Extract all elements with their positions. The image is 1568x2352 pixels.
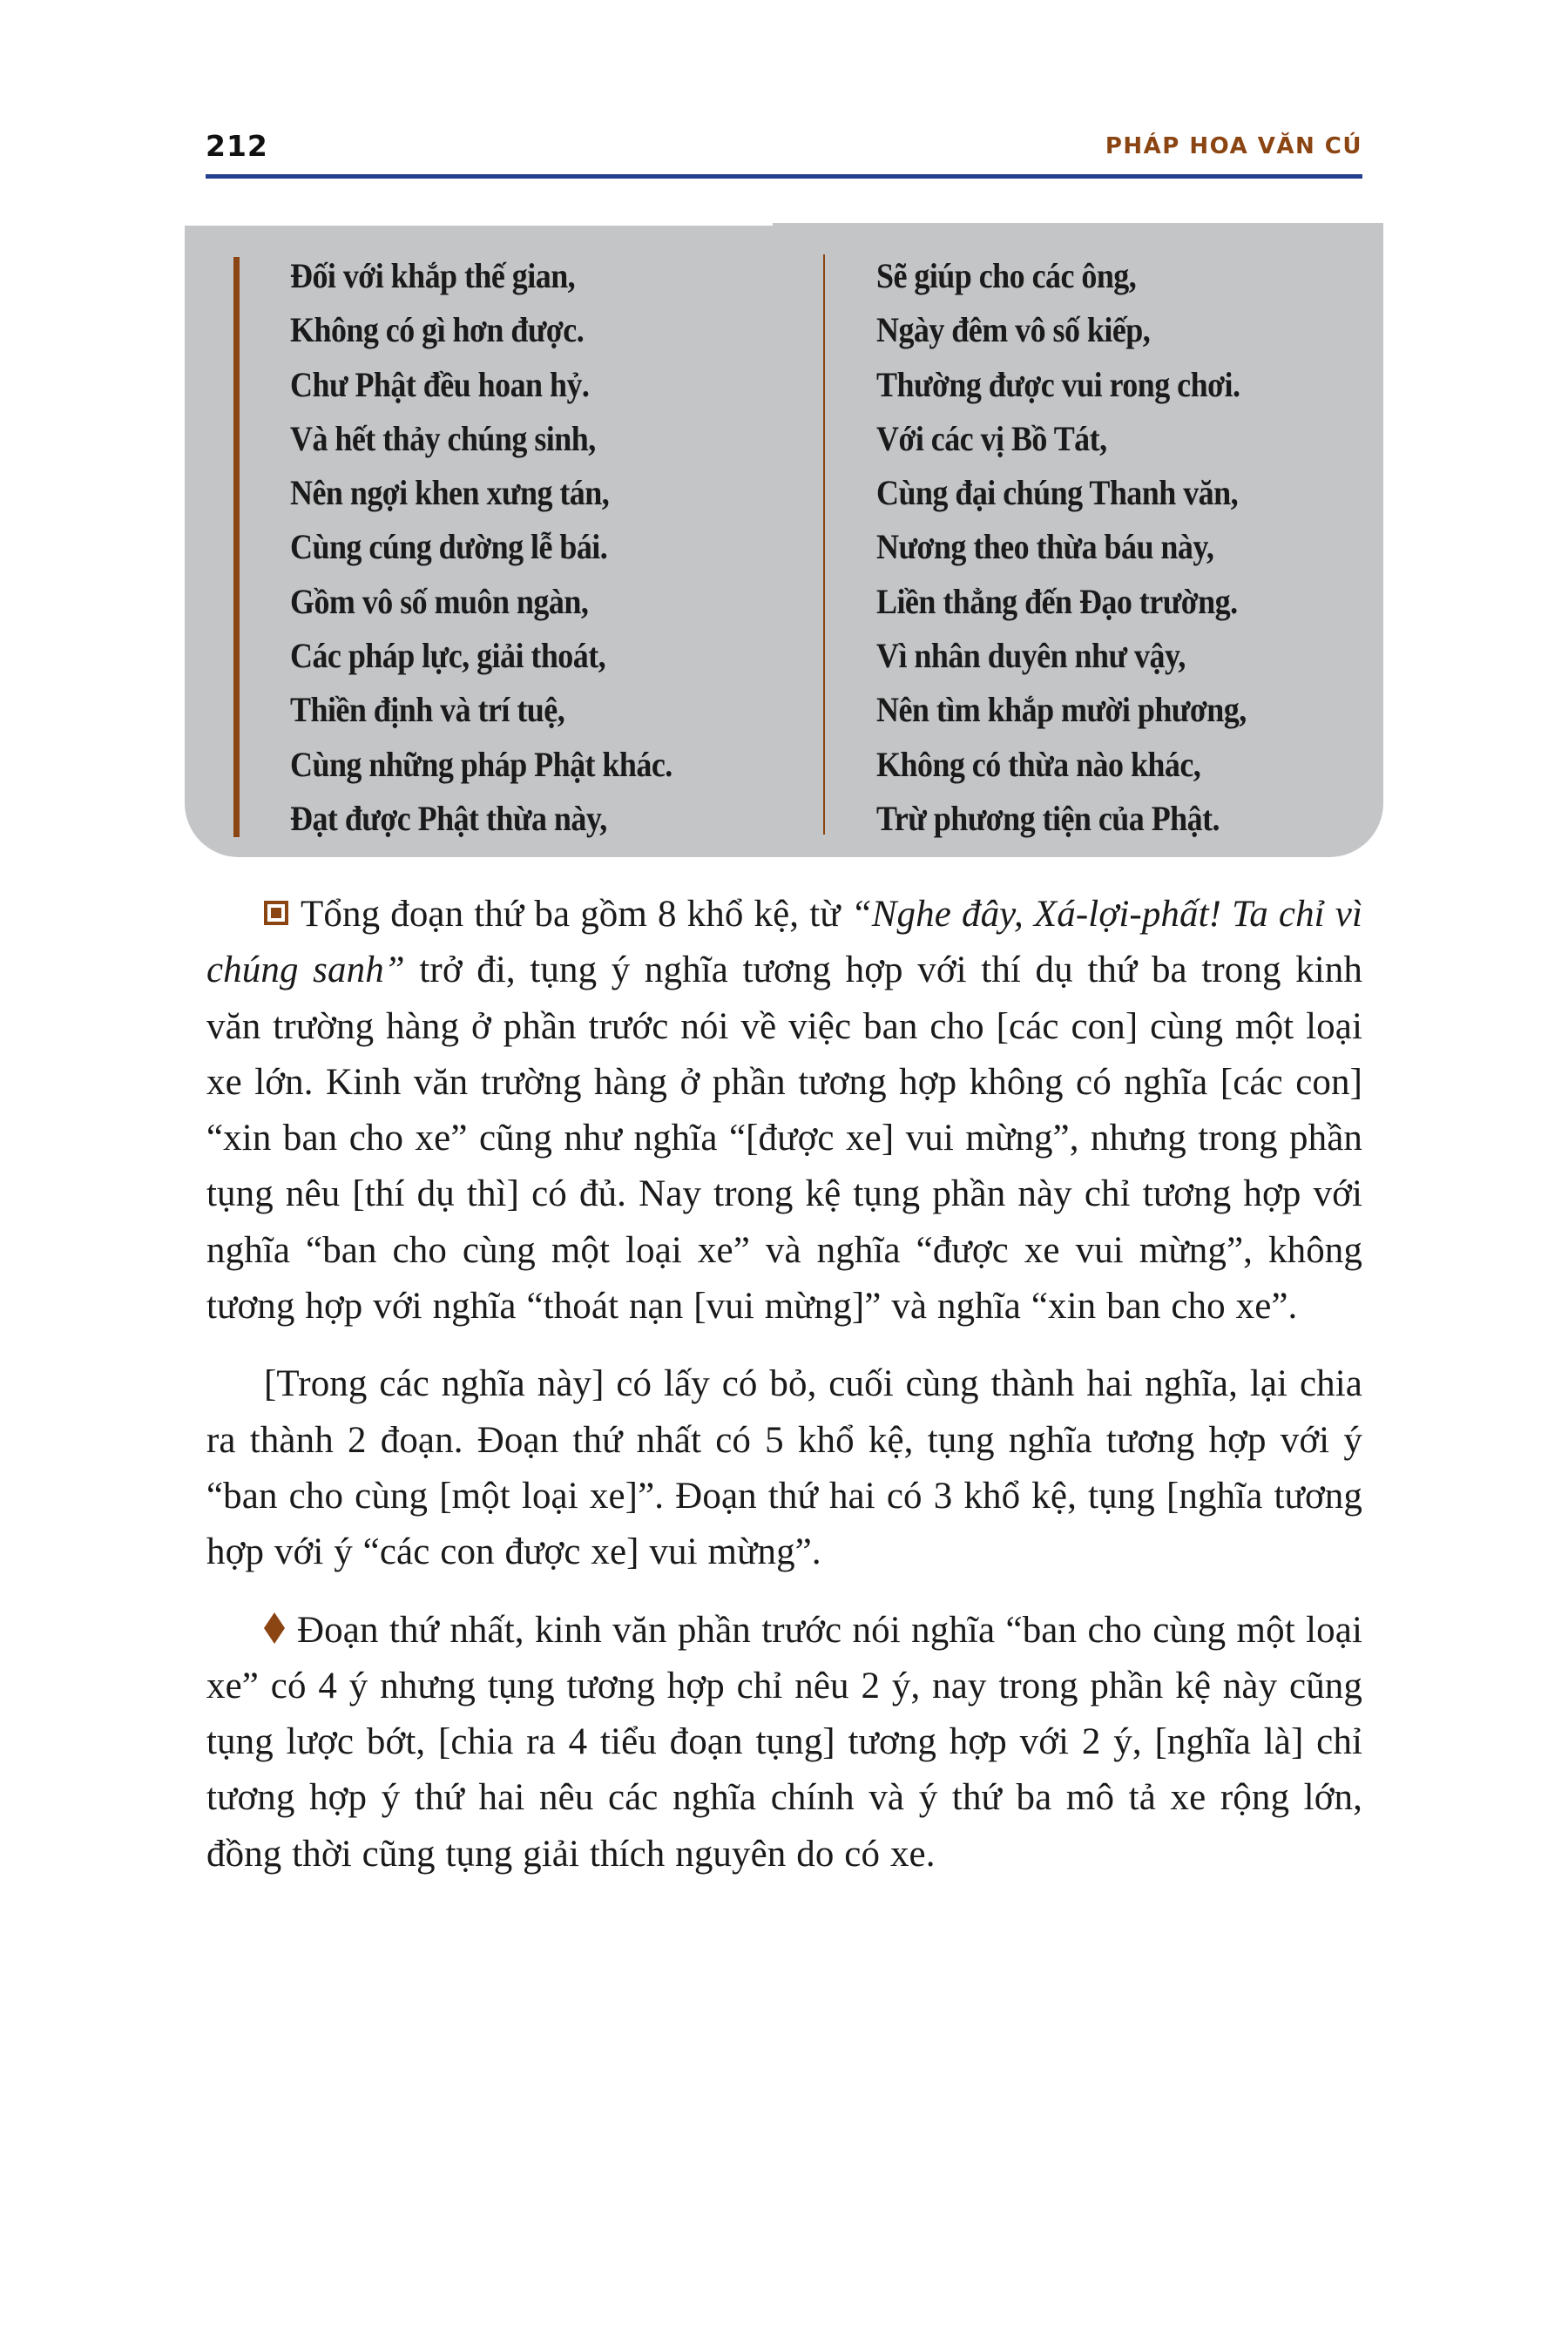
verse-column-divider xyxy=(823,254,825,835)
paragraph-text: Đoạn thứ nhất, kinh văn phần trước nói nghĩa “ban cho cùng một loại xe” có 4 ý nhưng tụng tương hợp chỉ nêu 2 ý, nay trong phần kệ này cũng tụng lược bớt, [chia ra 4 tiểu đoạn tụng] tương hợp với 2 ý, [nghĩa là] chỉ tương hợp ý thứ hai nêu các nghĩa chính và ý thứ ba mô tả xe rộng lớn, đồng thời cũng tụng giải thích nguyên do có xe. xyxy=(206,1609,1362,1875)
verse-line: Nên ngợi khen xưng tán, xyxy=(290,473,610,513)
verse-box xyxy=(185,223,1383,857)
verse-accent-bar xyxy=(233,257,240,837)
page-number: 212 xyxy=(206,129,268,163)
paragraph xyxy=(206,887,1362,1335)
paragraph-text: trở đi, tụng ý nghĩa tương hợp với thí dụ thứ ba trong kinh văn trường hàng ở phần trước nói về việc ban cho [các con] cùng một loại xe lớn. Kinh văn trường hàng ở phần tương hợp không có nghĩa [các con] “xin ban cho xe” cũng như nghĩa “[được xe] vui mừng”, nhưng trong phần tụng nêu [thí dụ thì] có đủ. Nay trong kệ tụng phần này chỉ tương hợp với nghĩa “ban cho cùng một loại xe” và nghĩa “được xe vui mừng”, không tương hợp với nghĩa “thoát nạn [vui mừng]” và nghĩa “xin ban cho xe”. xyxy=(206,950,1362,1328)
verse-line: Thường được vui rong chơi. xyxy=(876,364,1240,404)
verse-line: Vì nhân duyên như vậy, xyxy=(876,636,1186,676)
verse-line: Trừ phương tiện của Phật. xyxy=(876,798,1220,838)
page-header xyxy=(206,122,1362,183)
verse-line: Ngày đêm vô số kiếp, xyxy=(876,310,1151,350)
running-title: PHÁP HOA VĂN CÚ xyxy=(1105,133,1362,159)
paragraph-text: Tổng đoạn thứ ba gồm 8 khổ kệ, từ xyxy=(301,894,851,935)
verse-line: Không có thừa nào khác, xyxy=(876,744,1201,784)
verse-line: Liền thẳng đến Đạo trường. xyxy=(876,581,1238,621)
verse-line: Đối với khắp thế gian, xyxy=(290,256,576,295)
body-text xyxy=(206,887,1362,1904)
header-rule xyxy=(206,174,1362,179)
verse-line: Và hết thảy chúng sinh, xyxy=(290,418,596,458)
verse-line: Không có gì hơn được. xyxy=(290,310,585,350)
verse-column-left xyxy=(290,249,715,846)
verse-line: Nương theo thừa báu này, xyxy=(876,527,1214,567)
diamond-bullet-icon xyxy=(264,1612,285,1644)
paragraph-text: [Trong các nghĩa này] có lấy có bỏ, cuối cùng thành hai nghĩa, lại chia ra thành 2 đoạn. Đoạn thứ nhất có 5 khổ kệ, tụng nghĩa tương hợp với ý “ban cho cùng [một loại xe]”. Đoạn thứ hai có 3 khổ kệ, tụng [nghĩa tương hợp với ý “các con được xe] vui mừng”. xyxy=(206,1363,1362,1573)
verse-line: Sẽ giúp cho các ông, xyxy=(876,256,1137,295)
verse-line: Cùng cúng dường lễ bái. xyxy=(290,527,608,567)
verse-line: Cùng những pháp Phật khác. xyxy=(290,744,672,784)
verse-line: Cùng đại chúng Thanh văn, xyxy=(876,473,1239,513)
verse-line: Gồm vô số muôn ngàn, xyxy=(290,581,589,621)
verse-line: Đạt được Phật thừa này, xyxy=(290,798,607,838)
verse-column-right xyxy=(876,249,1288,846)
square-bullet-icon xyxy=(264,901,288,925)
verse-line: Các pháp lực, giải thoát, xyxy=(290,636,606,676)
verse-line: Nên tìm khắp mười phương, xyxy=(876,690,1247,730)
paragraph xyxy=(206,1603,1362,1882)
verse-line: Với các vị Bồ Tát, xyxy=(876,418,1107,458)
quoted-sutra-text: “Nghe đây, Xá-lợi-phất! Ta chỉ vì chúng sanh” xyxy=(206,894,1362,991)
verse-line: Chư Phật đều hoan hỷ. xyxy=(290,364,590,404)
verse-line: Thiền định và trí tuệ, xyxy=(290,690,565,730)
paragraph xyxy=(206,1356,1362,1580)
